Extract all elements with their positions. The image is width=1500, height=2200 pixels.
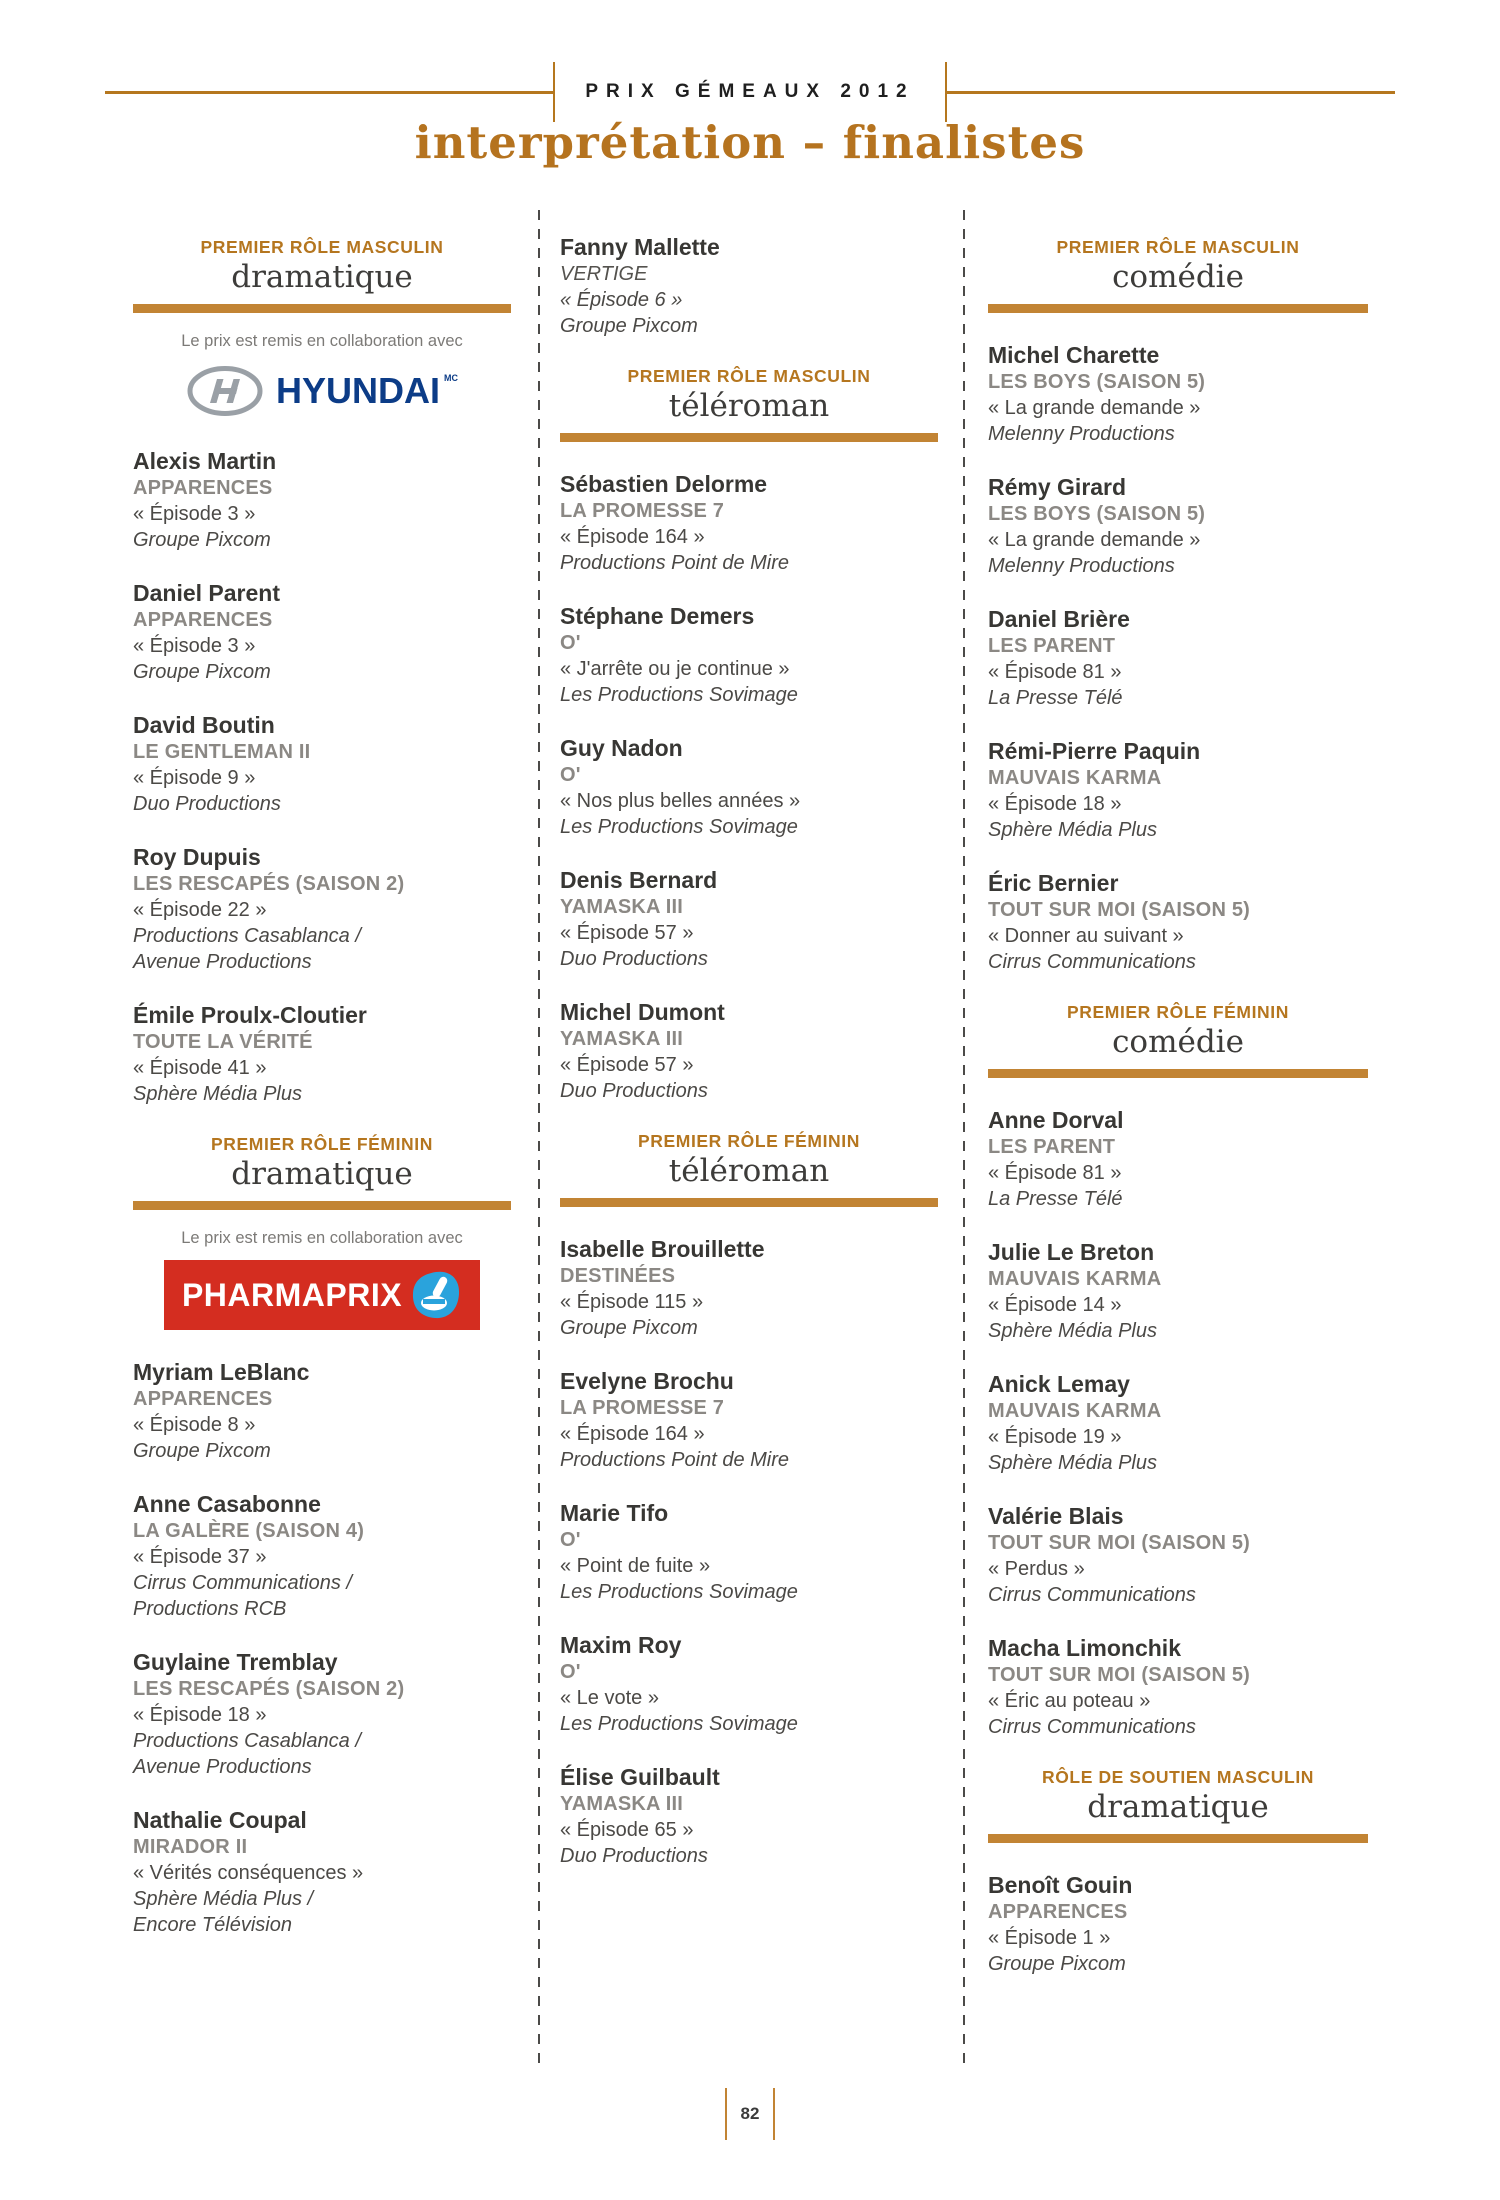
section-rule	[988, 304, 1368, 313]
finalist-name: Julie Le Breton	[988, 1239, 1155, 1265]
episode-title: « Le vote »	[560, 1687, 659, 1709]
section-label: PREMIER RÔLE MASCULIN	[200, 237, 444, 257]
episode-title: « Épisode 19 »	[988, 1426, 1122, 1448]
episode-title: « Épisode 164 »	[560, 1423, 705, 1445]
footer	[0, 2088, 1500, 2140]
section-genre: dramatique	[1087, 1789, 1269, 1825]
show-title: YAMASKA III	[560, 896, 683, 918]
finalist-entry	[988, 605, 1368, 711]
production-company: Groupe Pixcom	[560, 1317, 698, 1339]
finalist-entry	[133, 1358, 511, 1464]
episode-title: « La grande demande »	[988, 397, 1201, 419]
finalist-entry	[560, 1235, 938, 1341]
show-title: TOUT SUR MOI (SAISON 5)	[988, 1664, 1251, 1686]
masthead	[105, 62, 1395, 122]
section-genre: téléroman	[668, 388, 830, 424]
episode-title: « Épisode 81 »	[988, 1162, 1122, 1184]
production-company: Groupe Pixcom	[988, 1953, 1126, 1975]
finalist-name: Evelyne Brochu	[560, 1368, 734, 1394]
finalist-name: Nathalie Coupal	[133, 1807, 307, 1833]
show-title: APPARENCES	[133, 1388, 273, 1410]
finalist-name: Éric Bernier	[988, 870, 1119, 896]
production-company: Productions Casablanca /	[133, 1730, 361, 1752]
finalist-entry	[988, 1871, 1368, 1977]
section-header	[560, 1130, 938, 1207]
production-company: Duo Productions	[560, 948, 708, 970]
finalist-entry	[560, 1367, 938, 1473]
production-company: Avenue Productions	[133, 1756, 312, 1778]
finalist-name: Rémy Girard	[988, 474, 1127, 500]
production-company: Productions Casablanca /	[133, 925, 361, 947]
finalist-name: Alexis Martin	[133, 448, 277, 474]
finalist-name: Stéphane Demers	[560, 603, 755, 629]
finalist-name: Guy Nadon	[560, 735, 683, 761]
finalist-name: Élise Guilbault	[560, 1764, 720, 1790]
section-header	[988, 1001, 1368, 1078]
production-company: Groupe Pixcom	[133, 529, 271, 551]
show-title: TOUT SUR MOI (SAISON 5)	[988, 899, 1251, 921]
section-rule	[988, 1834, 1368, 1843]
show-title: LA PROMESSE 7	[560, 1397, 725, 1419]
episode-title: « Épisode 8 »	[133, 1414, 256, 1436]
finalist-name: Fanny Mallette	[560, 234, 720, 260]
episode-title: « Épisode 9 »	[133, 767, 256, 789]
production-company: Duo Productions	[560, 1845, 708, 1867]
section-header	[560, 365, 938, 442]
show-title: LA GALÈRE (SAISON 4)	[133, 1520, 365, 1542]
show-title: LES BOYS (SAISON 5)	[988, 503, 1206, 525]
hyundai-logo	[186, 363, 458, 419]
finalist-name: Sébastien Delorme	[560, 471, 768, 497]
finalist-entry	[988, 1238, 1368, 1344]
production-company: Productions RCB	[133, 1598, 287, 1620]
finalist-entry	[988, 1106, 1368, 1212]
show-title: LES RESCAPÉS (SAISON 2)	[133, 1678, 405, 1700]
episode-title: « Épisode 57 »	[560, 922, 694, 944]
column-3	[988, 210, 1368, 2003]
section-header	[133, 1133, 511, 1330]
production-company: Sphère Média Plus	[988, 1320, 1157, 1342]
finalist-entry	[560, 1499, 938, 1605]
section-label: PREMIER RÔLE FÉMININ	[1066, 1002, 1289, 1022]
finalist-entry	[560, 233, 938, 339]
episode-title: « Éric au poteau »	[988, 1690, 1151, 1712]
finalist-entry	[133, 1001, 511, 1107]
hyundai-trademark: MC	[444, 373, 458, 383]
section-label: PREMIER RÔLE FÉMININ	[637, 1131, 860, 1151]
show-title: TOUTE LA VÉRITÉ	[133, 1031, 313, 1053]
column-2	[560, 210, 938, 1895]
episode-title: « Épisode 6 »	[560, 289, 683, 311]
finalist-name: Myriam LeBlanc	[133, 1359, 310, 1385]
section-genre: dramatique	[231, 259, 413, 295]
hyundai-emblem-icon	[186, 365, 264, 417]
episode-title: « J'arrête ou je continue »	[560, 658, 790, 680]
finalist-name: Maxim Roy	[560, 1632, 682, 1658]
section-header	[988, 1766, 1368, 1843]
show-title: MAUVAIS KARMA	[988, 1400, 1162, 1422]
show-title: O'	[560, 1661, 581, 1683]
finalist-entry	[560, 1763, 938, 1869]
page-number: 82	[740, 2104, 760, 2123]
episode-title: « Épisode 65 »	[560, 1819, 694, 1841]
finalist-name: Marie Tifo	[560, 1500, 669, 1526]
section-label: PREMIER RÔLE MASCULIN	[1056, 237, 1300, 257]
finalist-name: Isabelle Brouillette	[560, 1236, 765, 1262]
episode-title: « Perdus »	[988, 1558, 1085, 1580]
production-company: Cirrus Communications	[988, 1716, 1196, 1738]
finalist-entry	[133, 447, 511, 553]
production-company: Les Productions Sovimage	[560, 684, 798, 706]
episode-title: « Épisode 14 »	[988, 1294, 1122, 1316]
production-company: Duo Productions	[560, 1080, 708, 1102]
episode-title: « Épisode 18 »	[133, 1704, 267, 1726]
finalist-name: Anne Casabonne	[133, 1491, 321, 1517]
show-title: O'	[560, 1529, 581, 1551]
production-company: Productions Point de Mire	[560, 1449, 790, 1471]
finalist-entry	[560, 470, 938, 576]
show-title: APPARENCES	[133, 477, 273, 499]
section-genre: comédie	[1112, 1024, 1244, 1060]
show-title: APPARENCES	[133, 609, 273, 631]
episode-title: « Point de fuite »	[560, 1555, 711, 1577]
section-rule	[560, 1198, 938, 1207]
finalist-name: Roy Dupuis	[133, 844, 261, 870]
production-company: Groupe Pixcom	[133, 1440, 271, 1462]
column-divider	[963, 210, 965, 2065]
column-1	[133, 210, 511, 1964]
finalist-entry	[133, 843, 511, 975]
production-company: Encore Télévision	[133, 1914, 292, 1936]
masthead-rule-left	[105, 91, 553, 94]
pharmaprix-wordmark: PHARMAPRIX	[181, 1276, 403, 1313]
production-company: Les Productions Sovimage	[560, 1713, 798, 1735]
production-company: Sphère Média Plus	[133, 1083, 302, 1105]
section-genre: téléroman	[668, 1153, 830, 1189]
episode-title: « Épisode 41 »	[133, 1057, 267, 1079]
episode-title: « Épisode 37 »	[133, 1546, 267, 1568]
production-company: Sphère Média Plus	[988, 1452, 1157, 1474]
production-company: Sphère Média Plus	[988, 819, 1157, 841]
pharmaprix-badge-icon	[410, 1269, 462, 1321]
finalist-name: Émile Proulx-Cloutier	[133, 1002, 367, 1028]
production-company: Sphère Média Plus /	[133, 1888, 314, 1910]
finalist-entry	[560, 998, 938, 1104]
section-header	[988, 236, 1368, 313]
production-company: Groupe Pixcom	[560, 315, 698, 337]
pharmaprix-logo	[164, 1260, 480, 1330]
production-company: Cirrus Communications	[988, 951, 1196, 973]
column-divider	[538, 210, 540, 2065]
production-company: Melenny Productions	[988, 423, 1175, 445]
production-company: Cirrus Communications /	[133, 1572, 352, 1594]
production-company: Avenue Productions	[133, 951, 312, 973]
finalist-name: Michel Charette	[988, 342, 1160, 368]
finalist-entry	[560, 734, 938, 840]
finalist-name: Daniel Brière	[988, 606, 1130, 632]
episode-title: « Donner au suivant »	[988, 925, 1184, 947]
production-company: Groupe Pixcom	[133, 661, 271, 683]
production-company: Productions Point de Mire	[560, 552, 790, 574]
episode-title: « Épisode 3 »	[133, 635, 256, 657]
episode-title: « Épisode 164 »	[560, 526, 705, 548]
finalist-entry	[988, 473, 1368, 579]
episode-title: « Vérités conséquences »	[133, 1862, 364, 1884]
production-company: La Presse Télé	[988, 687, 1123, 709]
sponsor-logo-row	[133, 363, 511, 419]
section-genre: comédie	[1112, 259, 1244, 295]
section-label: PREMIER RÔLE MASCULIN	[627, 366, 871, 386]
finalist-name: Benoît Gouin	[988, 1872, 1133, 1898]
section-rule	[133, 304, 511, 313]
section-rule	[560, 433, 938, 442]
finalist-entry	[560, 1631, 938, 1737]
hyundai-wordmark: HYUNDAI	[275, 370, 440, 411]
show-title: YAMASKA III	[560, 1793, 683, 1815]
episode-title: « La grande demande »	[988, 529, 1201, 551]
finalist-name: David Boutin	[133, 712, 275, 738]
finalist-entry	[988, 1370, 1368, 1476]
finalist-name: Valérie Blais	[988, 1503, 1124, 1529]
finalist-name: Denis Bernard	[560, 867, 718, 893]
finalist-name: Macha Limonchik	[988, 1635, 1181, 1661]
page-title: interprétation – finalistes	[414, 116, 1086, 169]
production-company: Les Productions Sovimage	[560, 1581, 798, 1603]
sponsor-logo-row	[133, 1260, 511, 1330]
show-title: MAUVAIS KARMA	[988, 767, 1162, 789]
finalist-name: Rémi-Pierre Paquin	[988, 738, 1201, 764]
show-title: APPARENCES	[988, 1901, 1128, 1923]
masthead-rule-right	[947, 91, 1395, 94]
show-title: O'	[560, 764, 581, 786]
episode-title: « Épisode 3 »	[133, 503, 256, 525]
show-title: LE GENTLEMAN II	[133, 741, 311, 763]
finalist-entry	[988, 1502, 1368, 1608]
finalist-entry	[560, 866, 938, 972]
finalist-name: Anick Lemay	[988, 1371, 1130, 1397]
finalist-name: Daniel Parent	[133, 580, 280, 606]
section-rule	[988, 1069, 1368, 1078]
show-title: LES RESCAPÉS (SAISON 2)	[133, 873, 405, 895]
finalist-name: Anne Dorval	[988, 1107, 1124, 1133]
episode-title: « Épisode 57 »	[560, 1054, 694, 1076]
section-label: PREMIER RÔLE FÉMININ	[210, 1134, 433, 1154]
production-company: Les Productions Sovimage	[560, 816, 798, 838]
show-title: MIRADOR II	[133, 1836, 248, 1858]
show-title: O'	[560, 632, 581, 654]
section-rule	[133, 1201, 511, 1210]
production-company: Cirrus Communications	[988, 1584, 1196, 1606]
finalist-entry	[988, 341, 1368, 447]
show-title: VERTIGE	[560, 263, 648, 285]
finalist-entry	[133, 579, 511, 685]
production-company: La Presse Télé	[988, 1188, 1123, 1210]
production-company: Duo Productions	[133, 793, 281, 815]
section-header	[133, 236, 511, 419]
page-eyebrow: PRIX GÉMEAUX 2012	[585, 81, 915, 102]
sponsor-note: Le prix est remis en collaboration avec	[181, 1229, 463, 1247]
finalist-entry	[133, 1490, 511, 1622]
show-title: MAUVAIS KARMA	[988, 1268, 1162, 1290]
finalist-name: Michel Dumont	[560, 999, 725, 1025]
finalist-name: Guylaine Tremblay	[133, 1649, 338, 1675]
finalist-entry	[988, 737, 1368, 843]
episode-title: « Épisode 1 »	[988, 1927, 1111, 1949]
episode-title: « Épisode 81 »	[988, 661, 1122, 683]
episode-title: « Épisode 115 »	[560, 1291, 704, 1313]
show-title: LA PROMESSE 7	[560, 500, 725, 522]
show-title: LES PARENT	[988, 1136, 1116, 1158]
footer-bar-right	[773, 2088, 775, 2140]
episode-title: « Épisode 18 »	[988, 793, 1122, 815]
episode-title: « Épisode 22 »	[133, 899, 267, 921]
show-title: DESTINÉES	[560, 1265, 676, 1287]
show-title: LES BOYS (SAISON 5)	[988, 371, 1206, 393]
finalist-entry	[560, 602, 938, 708]
section-label: RÔLE DE SOUTIEN MASCULIN	[1041, 1767, 1315, 1787]
show-title: TOUT SUR MOI (SAISON 5)	[988, 1532, 1251, 1554]
episode-title: « Nos plus belles années »	[560, 790, 801, 812]
finalist-entry	[133, 1806, 511, 1938]
sponsor-note: Le prix est remis en collaboration avec	[181, 332, 463, 350]
show-title: LES PARENT	[988, 635, 1116, 657]
finalist-entry	[133, 1648, 511, 1780]
production-company: Melenny Productions	[988, 555, 1175, 577]
show-title: YAMASKA III	[560, 1028, 683, 1050]
section-genre: dramatique	[231, 1156, 413, 1192]
finalist-entry	[988, 869, 1368, 975]
finalist-entry	[133, 711, 511, 817]
finalist-entry	[988, 1634, 1368, 1740]
